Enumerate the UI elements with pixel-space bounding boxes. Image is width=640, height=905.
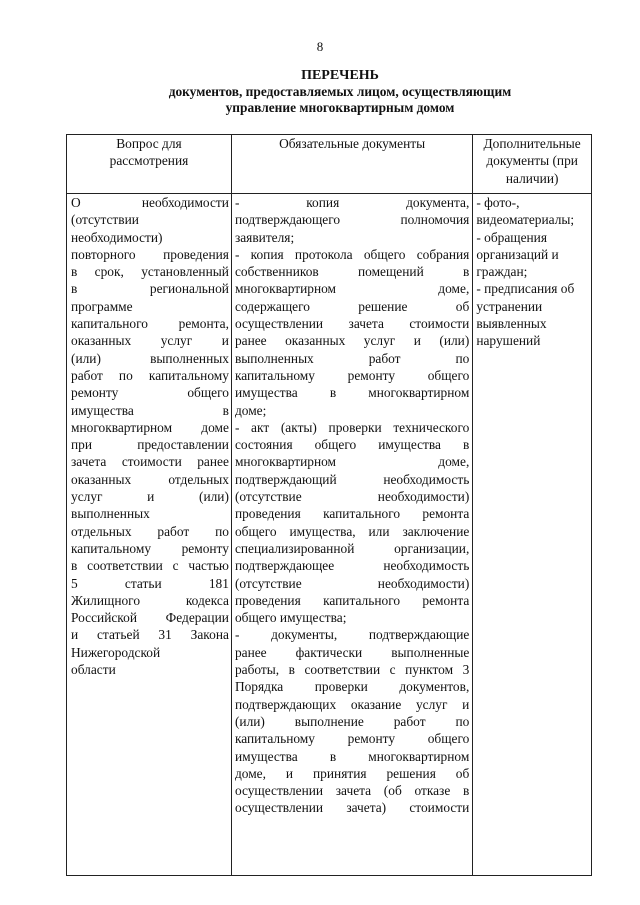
col2-line: капитальному ремонту общего (234, 731, 470, 747)
col3-line: - обращения (476, 229, 548, 245)
col3-line: выявленных (476, 316, 547, 332)
col2-line: (отсутствие необходимости) (234, 489, 470, 505)
col1-line: в срок, установленный (71, 264, 229, 280)
col2-line: проведения капитального ремонта (234, 506, 470, 522)
col2-line: имущества в многоквартирном (234, 748, 470, 764)
col2-line: собственников помещений в (234, 264, 470, 280)
col3-line: видеоматериалы; (476, 212, 575, 228)
col2-line: Порядка проверки документов, (234, 679, 470, 695)
col2-line: - копия документа, (234, 195, 470, 210)
heading-subtitle-line-2: управление многоквартирным домом (225, 100, 455, 115)
col2-line: ранее фактически выполненные (234, 644, 470, 660)
col1-line: оказанных услуг и (71, 333, 229, 349)
col1-line: имущества в (71, 402, 229, 418)
col3-line: - фото-, (476, 195, 520, 210)
col1-line: Российской Федерации (71, 610, 229, 626)
col1-line: (или) выполненных (71, 350, 229, 366)
col2-line: (отсутствие необходимости) (234, 575, 470, 591)
header-required-documents (231, 135, 472, 194)
col2-line: заявителя; (234, 229, 295, 245)
col1-line: в соответствии с частью (71, 558, 229, 574)
header-question-text: Вопрос для рассмотрения (109, 136, 189, 169)
col2-line: подтверждающих оказание услуг и (234, 696, 470, 712)
col1-line: (отсутствии (71, 212, 139, 228)
col2-line: общего имущества; (234, 610, 347, 626)
document-heading (0, 68, 640, 116)
col3-line: нарушений (476, 333, 541, 349)
col1-line: О необходимости (71, 195, 229, 210)
col2-line: осуществлении зачета) стоимости (234, 800, 470, 816)
col2-line: имущества в многоквартирном (234, 385, 470, 401)
documents-table (66, 134, 592, 876)
col2-line: осуществлении зачета стоимости (234, 316, 470, 332)
col1-line: ремонту общего (71, 385, 229, 401)
col1-line: отдельных работ по (71, 523, 229, 539)
col2-line: выполненных работ по (234, 350, 470, 366)
question-cell (67, 194, 232, 876)
required-documents-cell (231, 194, 472, 876)
col2-line: проведения капитального ремонта (234, 592, 470, 608)
col1-line: необходимости) (71, 229, 163, 245)
header-required-documents-text: Обязательные документы (279, 136, 426, 151)
col3-line: граждан; (476, 264, 528, 280)
col3-line: - предписания об (476, 281, 575, 297)
col1-line: при предоставлении (71, 437, 229, 453)
col2-line: (или) выполнение работ по (234, 713, 470, 729)
col1-line: и статьей 31 Закона (71, 627, 229, 643)
question-text (67, 194, 231, 678)
heading-title: ПЕРЕЧЕНЬ (301, 68, 379, 83)
table-row (67, 194, 592, 876)
col2-line: подтверждающий необходимость (234, 471, 470, 487)
col1-line: 5 статьи 181 (71, 575, 229, 591)
col1-line: Жилищного кодекса (71, 592, 229, 608)
col1-line: многоквартирном доме (71, 419, 229, 435)
table-header-row (67, 135, 592, 194)
col1-line: области (71, 662, 116, 678)
col2-line: - акт (акты) проверки технического (234, 419, 470, 435)
col1-line: в региональной (71, 281, 229, 297)
header-question (67, 135, 232, 194)
heading-subtitle-line-1: документов, предоставляемых лицом, осуществляющим (168, 84, 512, 99)
col2-line: специализированной организации, (234, 540, 470, 556)
col2-line: - документы, подтверждающие (234, 627, 470, 643)
col3-line: организаций и (476, 246, 559, 262)
col2-line: ранее оказанных услуг и (или) (234, 333, 470, 349)
col1-line: повторного проведения (71, 246, 229, 262)
col2-line: осуществлении зачета (об отказе в (234, 783, 470, 799)
col2-line: многоквартирном доме, (234, 281, 470, 297)
col1-line: оказанных отдельных (71, 471, 229, 487)
col2-line: подтверждающего полномочия (234, 212, 470, 228)
col2-line: капитальному ремонту общего (234, 367, 470, 383)
additional-documents-text (473, 194, 591, 350)
col2-line: состояния общего имущества в (234, 437, 470, 453)
col1-line: программе (71, 298, 133, 314)
col1-line: выполненных (71, 506, 150, 522)
col1-line: услуг и (или) (71, 489, 229, 505)
col2-line: доме; (234, 402, 267, 418)
col2-line: - копия протокола общего собрания (234, 246, 470, 262)
page-number: 8 (316, 39, 324, 54)
col1-line: капитальному ремонту (71, 540, 229, 556)
col1-line: зачета стоимости ранее (71, 454, 229, 470)
col1-line: Нижегородской (71, 644, 161, 660)
col1-line: капитального ремонта, (71, 316, 229, 332)
col2-line: подтверждающее необходимость (234, 558, 470, 574)
col2-line: многоквартирном доме, (234, 454, 470, 470)
col2-line: общего имущества, или заключение (234, 523, 470, 539)
col2-line: содержащего решение об (234, 298, 470, 314)
col1-line: работ по капитальному (71, 367, 229, 383)
required-documents-text (232, 194, 472, 817)
col2-line: доме, и принятия решения об (234, 765, 470, 781)
header-additional-documents (473, 135, 592, 194)
col3-line: устранении (476, 298, 543, 314)
additional-documents-cell (473, 194, 592, 876)
col2-line: работы, в соответствии с пунктом 3 (234, 662, 470, 678)
header-additional-documents-text: Дополнительные документы (при наличии) (483, 136, 581, 186)
